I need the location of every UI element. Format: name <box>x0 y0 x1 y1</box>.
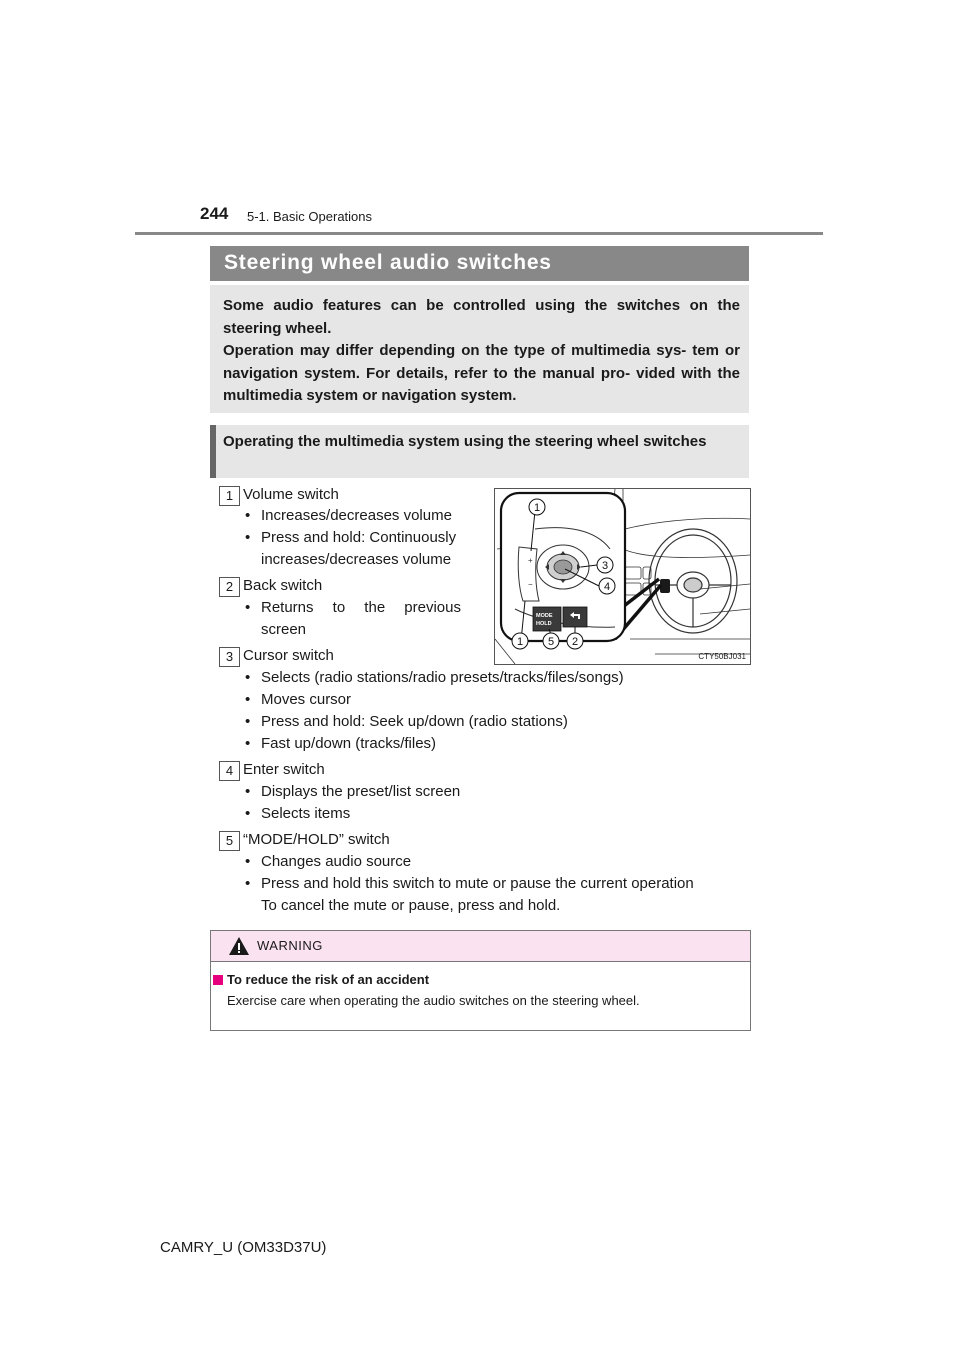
warning-text: Exercise care when operating the audio switches on the steering wheel. <box>227 993 640 1008</box>
mode-label: MODE <box>536 613 553 619</box>
subheading-bar <box>210 425 216 478</box>
item-title: Cursor switch <box>243 647 334 664</box>
item-number: 4 <box>219 761 240 781</box>
header-rule <box>135 232 823 235</box>
figure-code: CTY50BJ031 <box>698 652 746 661</box>
warning-header <box>211 931 750 962</box>
intro-box <box>210 285 749 413</box>
item-number: 2 <box>219 577 240 597</box>
bullet-item: • Changes audio source <box>243 851 411 873</box>
section-title-bar <box>210 246 749 281</box>
bullet-continuation: screen <box>261 621 307 638</box>
bullet-item: • Press and hold this switch to mute or pause the current operation <box>243 873 694 895</box>
steering-switch-figure <box>494 488 751 665</box>
subheading-text: Operating the multimedia system using the steering wheel switches <box>223 433 707 450</box>
bullet-item: • Increases/decreases volume <box>243 505 452 527</box>
item-number: 1 <box>219 486 240 506</box>
footer-model-code: CAMRY_U (OM33D37U) <box>160 1239 327 1256</box>
callout-label: 1 <box>533 502 541 514</box>
page-number: 244 <box>200 204 229 223</box>
item-number: 5 <box>219 831 240 851</box>
bullet-item: • Press and hold: Continuously <box>243 527 456 549</box>
callout-label: 5 <box>547 636 555 648</box>
warning-box <box>210 930 751 1031</box>
bullet-continuation: increases/decreases volume <box>261 551 452 568</box>
svg-text:−: − <box>528 580 533 589</box>
steering-wheel-illustration <box>495 489 750 664</box>
section-title: Steering wheel audio switches <box>224 251 552 274</box>
callout-label: 3 <box>601 560 609 572</box>
intro-paragraph: Operation may differ depending on the type of multimedia sys- tem or navigation system. For details, refer to the manual pro- vided with the multimedia system or navigation system. <box>223 342 740 404</box>
subheading-box <box>210 425 749 478</box>
bullet-item: • Selects items <box>243 803 350 825</box>
hold-label: HOLD <box>536 621 552 627</box>
callout-label: 2 <box>571 636 579 648</box>
warning-triangle-icon <box>228 935 250 957</box>
warning-label: WARNING <box>257 938 323 953</box>
bullet-item: • Displays the preset/list screen <box>243 781 460 803</box>
callout-label: 4 <box>603 581 611 593</box>
bullet-item: • Returns to the previous <box>243 597 461 619</box>
warning-title: To reduce the risk of an accident <box>227 972 430 987</box>
bullet-item: • Fast up/down (tracks/files) <box>243 733 436 755</box>
warning-square-marker <box>213 975 223 985</box>
bullet-item: • Selects (radio stations/radio presets/tracks/files/songs) <box>243 667 624 689</box>
bullet-item: • Press and hold: Seek up/down (radio stations) <box>243 711 568 733</box>
intro-paragraph: Some audio features can be controlled using the switches on the steering wheel. <box>223 297 740 337</box>
item-title: “MODE/HOLD” switch <box>243 831 390 848</box>
item-number: 3 <box>219 647 240 667</box>
svg-text:+: + <box>528 556 533 565</box>
callout-label: 1 <box>516 636 524 648</box>
item-title: Volume switch <box>243 486 339 503</box>
bullet-continuation: To cancel the mute or pause, press and hold. <box>261 897 561 914</box>
item-title: Back switch <box>243 577 323 594</box>
section-reference: 5-1. Basic Operations <box>247 209 373 224</box>
bullet-item: • Moves cursor <box>243 689 351 711</box>
item-title: Enter switch <box>243 761 325 778</box>
